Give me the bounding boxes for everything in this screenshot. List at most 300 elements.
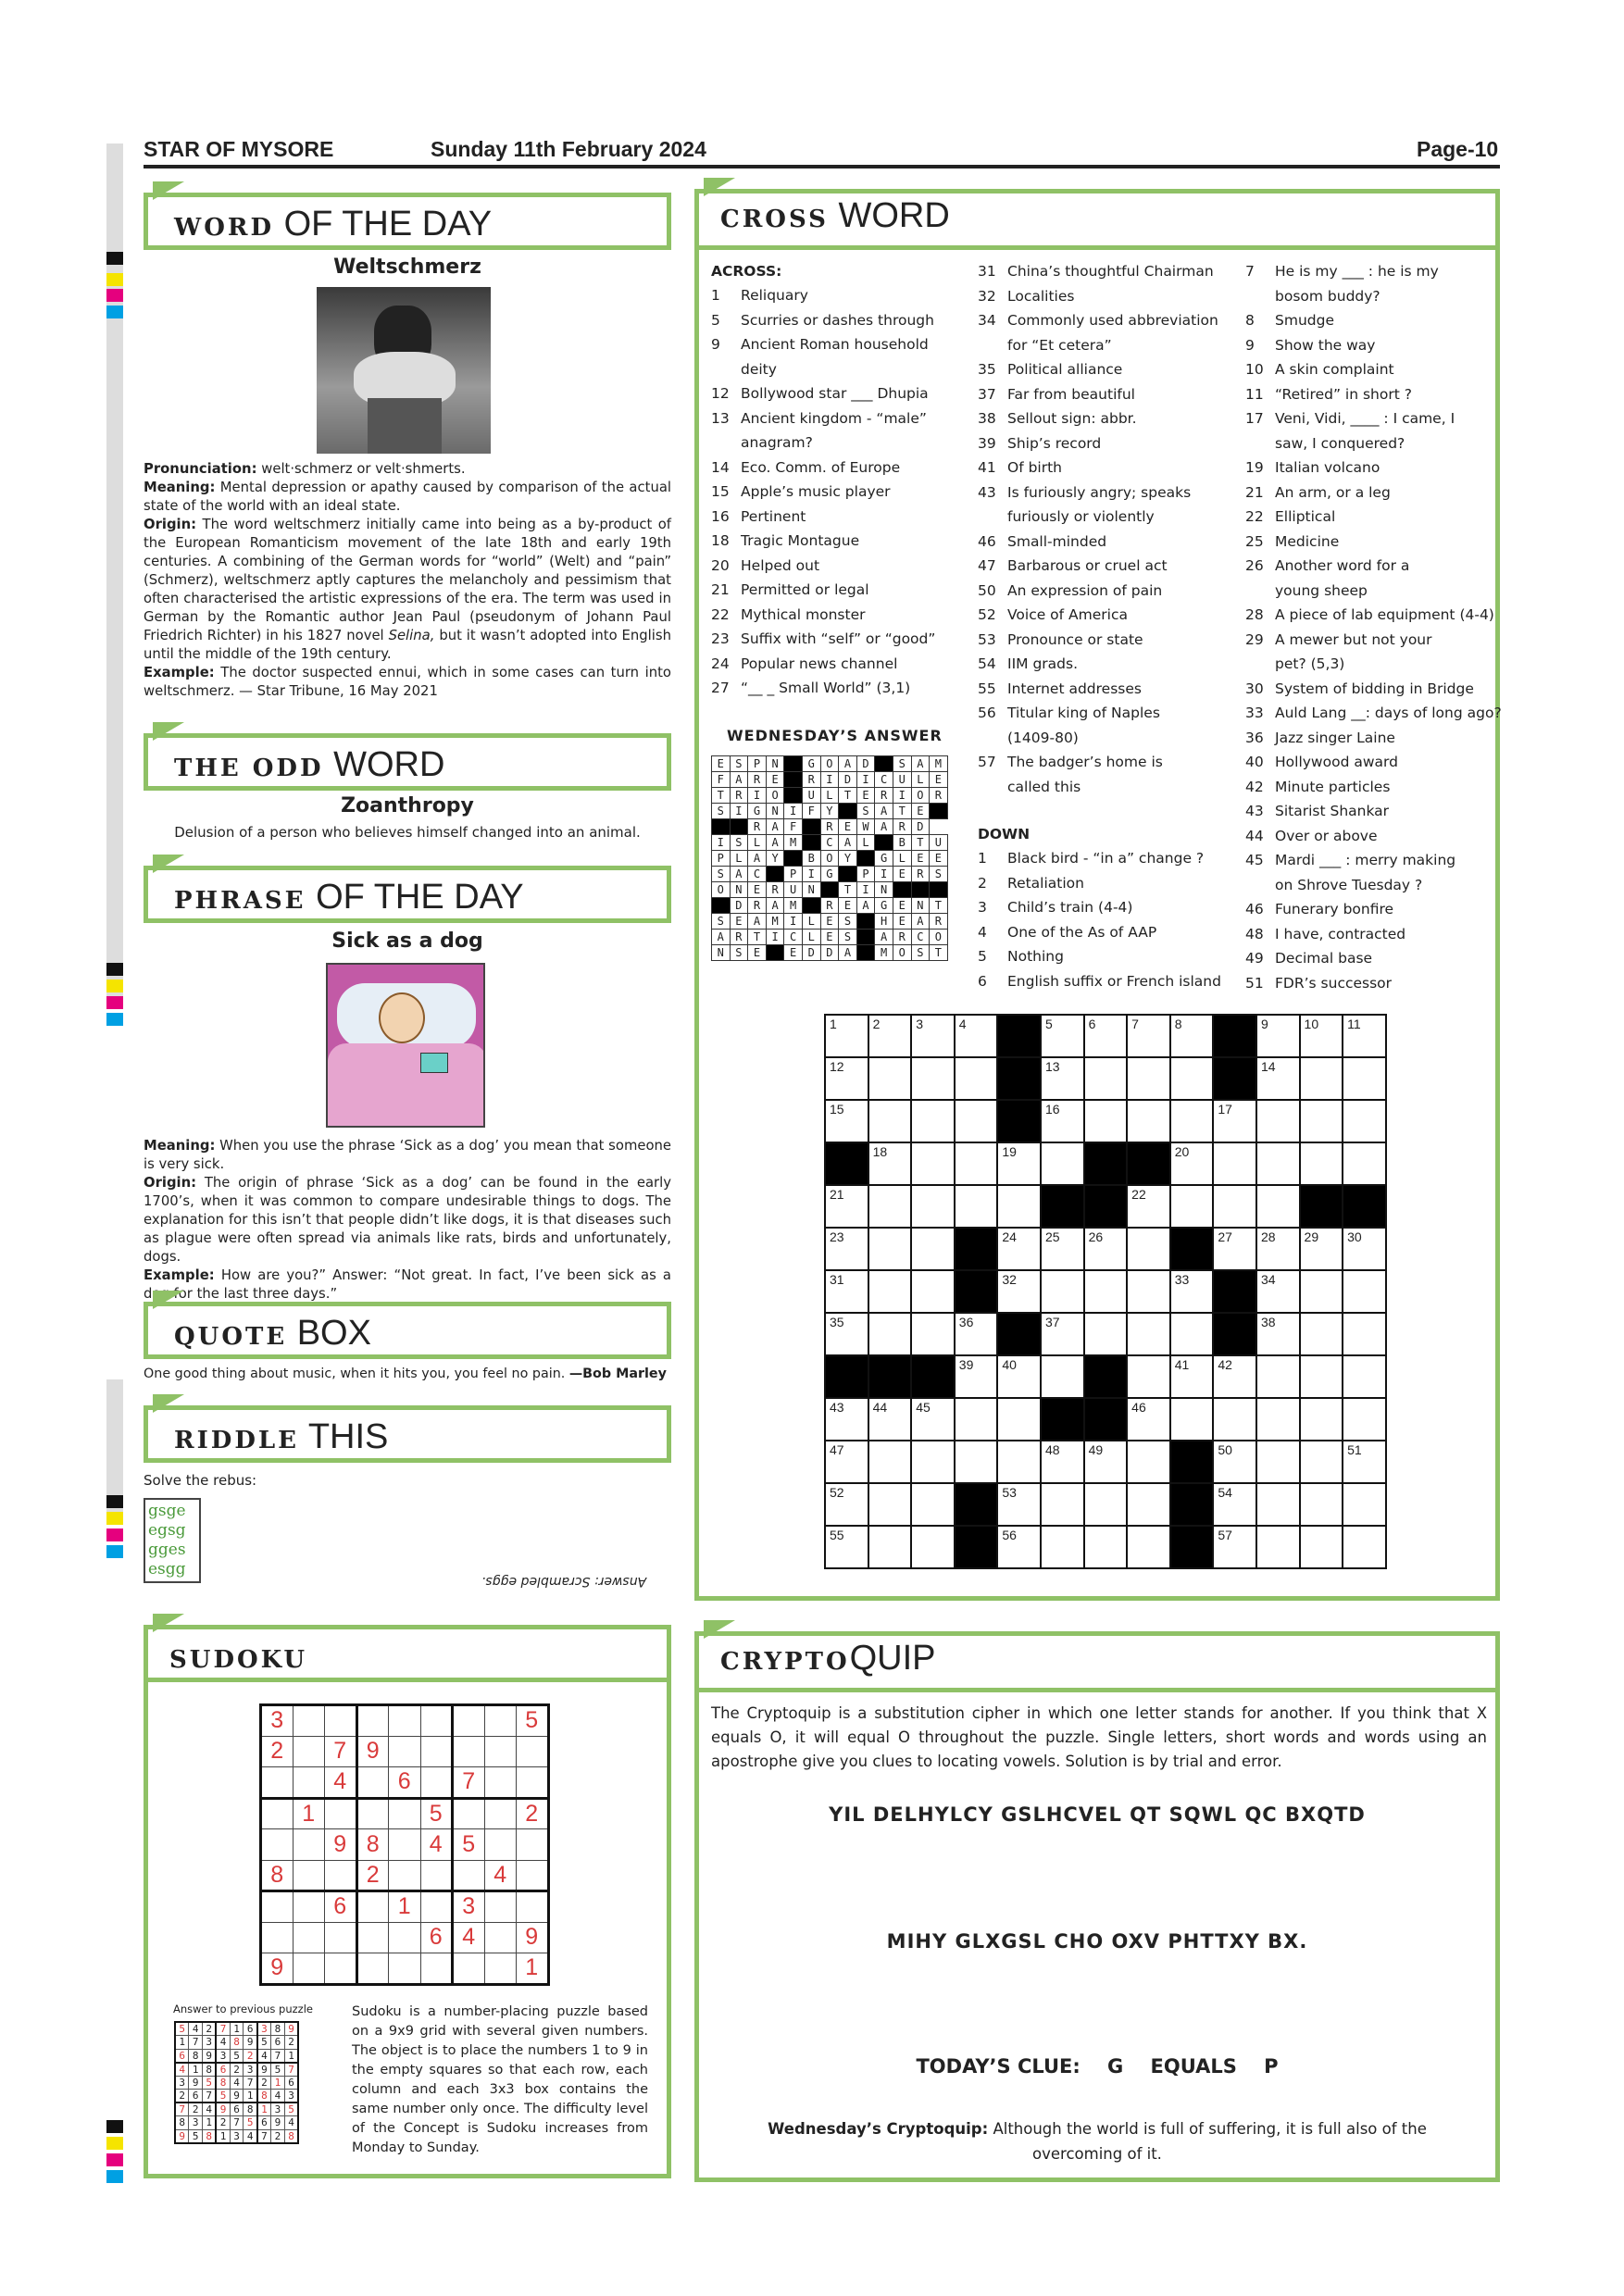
crossword-cell[interactable] [868, 1057, 912, 1100]
sudoku-cell[interactable] [325, 1798, 357, 1829]
sudoku-cell[interactable]: 9 [261, 1953, 294, 1985]
clue-number: 53 [978, 630, 996, 648]
crossword-cell[interactable]: 6 [1084, 1015, 1128, 1057]
crossword-cell[interactable]: 7 [1127, 1015, 1170, 1057]
crossword-cell[interactable]: 32 [997, 1270, 1041, 1313]
clue-text: (1409-80) [1007, 729, 1079, 746]
riddle-title-box [144, 1405, 671, 1463]
sudoku-cell[interactable] [484, 1705, 517, 1737]
crossword-cell[interactable] [1300, 1526, 1343, 1568]
sudoku-cell[interactable]: 2 [261, 1736, 294, 1767]
clue-text: “Retired” in short ? [1275, 385, 1412, 403]
crossword-cell[interactable] [1343, 1270, 1386, 1313]
crossword-cell[interactable] [1041, 1526, 1084, 1568]
answer-cell: E [893, 867, 911, 882]
crossword-cell[interactable] [1127, 1441, 1170, 1483]
crossword-cell[interactable]: 30 [1343, 1228, 1386, 1270]
sudoku-cell[interactable] [325, 1922, 357, 1953]
crossword-cell[interactable] [1343, 1313, 1386, 1355]
crossword-cell[interactable]: 40 [997, 1355, 1041, 1398]
prev-sudoku-cell: 4 [175, 2063, 189, 2077]
sudoku-cell[interactable] [484, 1891, 517, 1923]
answer-cell: N [802, 882, 820, 898]
sudoku-cell[interactable] [484, 1953, 517, 1985]
sudoku-cell[interactable]: 5 [420, 1798, 453, 1829]
clue-number: 9 [711, 336, 720, 353]
crossword-cell[interactable] [1170, 1185, 1214, 1228]
answer-cell: T [930, 945, 948, 961]
prev-sudoku-cell: 1 [257, 2103, 271, 2116]
clue-text: Hollywood award [1275, 754, 1398, 770]
sudoku-cell[interactable]: 8 [356, 1829, 389, 1861]
sudoku-cell[interactable] [293, 1736, 325, 1767]
sudoku-cell[interactable] [453, 1705, 485, 1737]
black-cell [825, 1355, 868, 1398]
clue-text: Child’s train (4-4) [1007, 899, 1133, 916]
crossword-cell[interactable]: 33 [1170, 1270, 1214, 1313]
sudoku-cell[interactable] [293, 1922, 325, 1953]
sudoku-cell[interactable]: 6 [325, 1891, 357, 1923]
sudoku-cell[interactable] [453, 1736, 485, 1767]
crossword-cell[interactable] [911, 1142, 955, 1185]
sudoku-cell[interactable] [356, 1767, 389, 1799]
crossword-cell[interactable] [868, 1483, 912, 1526]
clue-text: Eco. Comm. of Europe [741, 458, 901, 476]
sudoku-cell[interactable] [261, 1829, 294, 1861]
sudoku-cell[interactable] [325, 1953, 357, 1985]
clue-text: Elliptical [1275, 508, 1336, 525]
crossword-cell[interactable] [1300, 1270, 1343, 1313]
crossword-cell[interactable]: 49 [1084, 1441, 1128, 1483]
prev-sudoku-cell: 1 [189, 2063, 203, 2077]
crossword-cell[interactable] [911, 1228, 955, 1270]
crossword-cell[interactable]: 12 [825, 1057, 868, 1100]
crossword-cell[interactable]: 57 [1213, 1526, 1256, 1568]
across-label: ACROSS: [711, 263, 782, 280]
crossword-cell[interactable] [955, 1057, 998, 1100]
cryptoquip-prev: Wednesday’s Cryptoquip: Although the world is full of suffering, it is full also of the overcoming of it. [768, 2120, 1427, 2163]
clue-text: bosom buddy? [1275, 287, 1380, 305]
answer-cell: E [784, 945, 803, 961]
crossword-cell[interactable] [1127, 1355, 1170, 1398]
sudoku-cell[interactable] [293, 1891, 325, 1923]
crossword-cell[interactable]: 23 [825, 1228, 868, 1270]
crossword-cell[interactable] [868, 1270, 912, 1313]
crossword-cell[interactable] [1343, 1057, 1386, 1100]
clue-text: Sellout sign: abbr. [1007, 410, 1137, 427]
sudoku-cell[interactable] [484, 1736, 517, 1767]
crossword-cell[interactable]: 9 [1256, 1015, 1300, 1057]
sudoku-cell[interactable]: 5 [453, 1829, 485, 1861]
sudoku-cell[interactable]: 1 [389, 1891, 421, 1923]
clue-item [711, 357, 961, 382]
crossword-cell[interactable]: 21 [825, 1185, 868, 1228]
sudoku-cell[interactable] [420, 1767, 453, 1799]
crossword-cell[interactable]: 31 [825, 1270, 868, 1313]
crossword-cell[interactable] [1256, 1142, 1300, 1185]
sudoku-cell[interactable] [420, 1736, 453, 1767]
prev-sudoku-cell: 9 [189, 2076, 203, 2090]
crossword-cell[interactable] [1127, 1228, 1170, 1270]
sudoku-cell[interactable] [389, 1736, 421, 1767]
clue-text: Political alliance [1007, 361, 1123, 378]
sudoku-cell[interactable] [293, 1829, 325, 1861]
sudoku-cell[interactable]: 9 [517, 1922, 549, 1953]
answer-cell: A [730, 867, 748, 882]
sudoku-cell[interactable]: 4 [325, 1767, 357, 1799]
reg-yellow [106, 2137, 123, 2150]
crossword-cell[interactable] [1256, 1398, 1300, 1441]
crossword-cell[interactable]: 29 [1300, 1228, 1343, 1270]
cryptoquip-line2: MIHY GLXGSL CHO OXV PHTTXY BX. [886, 1930, 1308, 1953]
crossword-cell[interactable] [1300, 1313, 1343, 1355]
clue-item [978, 775, 1228, 800]
clue-number: 12 [711, 385, 730, 402]
clue-text: Retaliation [1007, 874, 1084, 892]
sudoku-cell[interactable]: 7 [453, 1767, 485, 1799]
sudoku-cell[interactable]: 3 [261, 1705, 294, 1737]
clue-text: Pertinent [741, 507, 806, 525]
phrase-title: PHRASE OF THE DAY [174, 878, 524, 917]
crossword-cell[interactable] [1127, 1526, 1170, 1568]
clue-text: Of birth [1007, 459, 1063, 476]
black-cell [997, 1015, 1041, 1057]
crossword-cell[interactable] [911, 1313, 955, 1355]
sudoku-cell[interactable] [420, 1705, 453, 1737]
clue-number: 26 [1245, 557, 1264, 574]
crossword-cell[interactable] [868, 1313, 912, 1355]
crossword-cell[interactable] [1084, 1270, 1128, 1313]
sudoku-cell[interactable] [517, 1891, 549, 1923]
crossword-cell[interactable]: 47 [825, 1441, 868, 1483]
crossword-cell[interactable] [1256, 1100, 1300, 1142]
crossword-cell[interactable] [1300, 1355, 1343, 1398]
cryptoquip-title-bar [694, 1631, 1500, 1692]
sudoku-cell[interactable] [389, 1953, 421, 1985]
crossword-cell[interactable] [868, 1228, 912, 1270]
crossword-cell[interactable] [955, 1142, 998, 1185]
crossword-cell[interactable] [955, 1441, 998, 1483]
answer-cell: M [875, 945, 893, 961]
sudoku-cell[interactable] [389, 1705, 421, 1737]
crossword-cell[interactable]: 13 [1041, 1057, 1084, 1100]
crossword-cell[interactable] [911, 1441, 955, 1483]
sudoku-cell[interactable] [261, 1798, 294, 1829]
clue-item [1245, 480, 1495, 505]
crossword-cell[interactable] [1256, 1483, 1300, 1526]
crossword-cell[interactable] [1170, 1313, 1214, 1355]
clue-text: IIM grads. [1007, 655, 1078, 672]
crossword-cell[interactable]: 38 [1256, 1313, 1300, 1355]
crossword-cell[interactable] [1084, 1057, 1128, 1100]
crossword-cell[interactable]: 26 [1084, 1228, 1128, 1270]
clue-text: Permitted or legal [741, 581, 869, 598]
crossword-cell[interactable] [1127, 1313, 1170, 1355]
crossword-cell[interactable]: 53 [997, 1483, 1041, 1526]
clue-item [1245, 701, 1502, 726]
answer-cell: I [820, 772, 839, 788]
crossword-cell[interactable] [1343, 1526, 1386, 1568]
sudoku-cell[interactable]: 1 [293, 1798, 325, 1829]
black-cell [1127, 1142, 1170, 1185]
crossword-cell[interactable]: 25 [1041, 1228, 1084, 1270]
crossword-cell[interactable]: 2 [868, 1015, 912, 1057]
sudoku-cell[interactable]: 8 [261, 1860, 294, 1891]
sudoku-cell[interactable] [389, 1922, 421, 1953]
clue-text: A piece of lab equipment (4-4) [1275, 606, 1494, 623]
sudoku-cell[interactable]: 1 [517, 1953, 549, 1985]
crossword-cell[interactable] [1300, 1398, 1343, 1441]
sudoku-cell[interactable] [453, 1798, 485, 1829]
crossword-cell[interactable]: 24 [997, 1228, 1041, 1270]
crossword-cell[interactable]: 34 [1256, 1270, 1300, 1313]
clue-item [978, 579, 1228, 604]
crossword-grid[interactable] [824, 1014, 1387, 1569]
clue-item [711, 283, 961, 308]
sudoku-cell[interactable] [517, 1736, 549, 1767]
prev-sudoku-cell: 9 [203, 2049, 217, 2063]
crossword-cell[interactable] [1084, 1483, 1128, 1526]
sudoku-cell[interactable] [420, 1860, 453, 1891]
answer-cell: E [748, 882, 767, 898]
sudoku-cell[interactable] [293, 1953, 325, 1985]
crossword-cell[interactable] [1170, 1057, 1214, 1100]
crossword-cell[interactable] [1041, 1355, 1084, 1398]
black-cell [868, 1355, 912, 1398]
crossword-cell[interactable] [1343, 1100, 1386, 1142]
crossword-cell[interactable]: 19 [997, 1142, 1041, 1185]
sudoku-cell[interactable] [484, 1767, 517, 1799]
sudoku-cell[interactable] [517, 1860, 549, 1891]
sudoku-cell[interactable] [389, 1860, 421, 1891]
crossword-cell[interactable] [1300, 1483, 1343, 1526]
black-cell [825, 1142, 868, 1185]
crossword-cell[interactable] [911, 1057, 955, 1100]
sudoku-cell[interactable]: 6 [420, 1922, 453, 1953]
sudoku-cell[interactable]: 5 [517, 1705, 549, 1737]
crossword-cell[interactable]: 56 [997, 1526, 1041, 1568]
prev-sudoku-cell: 5 [189, 2129, 203, 2143]
sudoku-cell[interactable]: 7 [325, 1736, 357, 1767]
sudoku-cell[interactable] [261, 1891, 294, 1923]
crossword-cell[interactable] [1213, 1142, 1256, 1185]
black-cell [997, 1313, 1041, 1355]
crossword-cell[interactable] [911, 1100, 955, 1142]
crossword-cell[interactable] [868, 1526, 912, 1568]
crossword-cell[interactable]: 4 [955, 1015, 998, 1057]
sudoku-cell[interactable] [293, 1705, 325, 1737]
crossword-cell[interactable] [1127, 1270, 1170, 1313]
clue-item [711, 430, 961, 455]
answer-cell: N [875, 882, 893, 898]
crossword-cell[interactable] [997, 1185, 1041, 1228]
crossword-cell[interactable]: 22 [1127, 1185, 1170, 1228]
clue-item [711, 529, 961, 554]
sudoku-cell[interactable] [484, 1798, 517, 1829]
prev-sudoku-cell: 3 [244, 2063, 257, 2077]
crossword-cell[interactable]: 16 [1041, 1100, 1084, 1142]
crossword-cell[interactable] [911, 1483, 955, 1526]
crossword-cell[interactable] [911, 1185, 955, 1228]
sudoku-cell[interactable] [325, 1705, 357, 1737]
reg-cyan [106, 1545, 123, 1558]
sudoku-cell[interactable] [389, 1798, 421, 1829]
crossword-cell[interactable] [868, 1185, 912, 1228]
reg-yellow [106, 980, 123, 992]
crossword-cell[interactable] [1300, 1057, 1343, 1100]
crossword-cell[interactable] [1343, 1355, 1386, 1398]
crossword-cell[interactable] [1084, 1100, 1128, 1142]
crossword-cell[interactable] [1300, 1100, 1343, 1142]
crossword-cell[interactable]: 46 [1127, 1398, 1170, 1441]
crossword-cell[interactable] [911, 1270, 955, 1313]
crossword-cell[interactable]: 35 [825, 1313, 868, 1355]
clue-number: 30 [1245, 680, 1264, 697]
prev-sudoku-cell: 1 [244, 2090, 257, 2103]
clue-number: 11 [1245, 385, 1264, 403]
sudoku-cell[interactable]: 2 [356, 1860, 389, 1891]
sudoku-cell[interactable] [261, 1922, 294, 1953]
sudoku-cell[interactable] [325, 1860, 357, 1891]
sudoku-cell[interactable] [356, 1705, 389, 1737]
sudoku-cell[interactable]: 4 [453, 1922, 485, 1953]
crossword-cell[interactable] [1041, 1270, 1084, 1313]
clue-item [978, 846, 1228, 871]
crossword-cell[interactable]: 10 [1300, 1015, 1343, 1057]
sudoku-cell[interactable] [261, 1767, 294, 1799]
crossword-cell[interactable] [1041, 1142, 1084, 1185]
crossword-cell[interactable]: 54 [1213, 1483, 1256, 1526]
crossword-cell[interactable] [1170, 1100, 1214, 1142]
clue-number: 40 [1245, 754, 1264, 770]
prev-sudoku-cell: 5 [244, 2116, 257, 2130]
crossword-cell[interactable] [1256, 1185, 1300, 1228]
sudoku-cell[interactable] [356, 1798, 389, 1829]
across-clues-1 [711, 283, 961, 701]
clue-number: 22 [1245, 508, 1264, 525]
crossword-cell[interactable] [1084, 1526, 1128, 1568]
sudoku-cell[interactable]: 9 [325, 1829, 357, 1861]
crossword-cell[interactable] [1343, 1142, 1386, 1185]
crossword-cell[interactable] [1213, 1398, 1256, 1441]
sudoku-cell[interactable]: 4 [484, 1860, 517, 1891]
sudoku-cell[interactable] [389, 1829, 421, 1861]
crossword-cell[interactable]: 14 [1256, 1057, 1300, 1100]
answer-black-cell [784, 788, 803, 804]
crossword-cell[interactable] [955, 1100, 998, 1142]
crossword-cell[interactable]: 1 [825, 1015, 868, 1057]
sudoku-cell[interactable]: 3 [453, 1891, 485, 1923]
sudoku-cell[interactable] [293, 1767, 325, 1799]
sudoku-cell[interactable] [356, 1953, 389, 1985]
crossword-cell[interactable] [1213, 1185, 1256, 1228]
reg-magenta [106, 996, 123, 1009]
crossword-cell[interactable] [1343, 1483, 1386, 1526]
sudoku-cell[interactable] [293, 1860, 325, 1891]
sudoku-cell[interactable] [484, 1829, 517, 1861]
crossword-cell[interactable]: 36 [955, 1313, 998, 1355]
clue-text: Titular king of Naples [1007, 705, 1160, 721]
sudoku-grid[interactable] [259, 1703, 550, 1986]
crossword-cell[interactable]: 43 [825, 1398, 868, 1441]
sudoku-cell[interactable] [356, 1922, 389, 1953]
crossword-cell[interactable]: 55 [825, 1526, 868, 1568]
crossword-cell[interactable]: 45 [911, 1398, 955, 1441]
sudoku-cell[interactable]: 6 [389, 1767, 421, 1799]
reg-black [106, 2120, 123, 2133]
prev-sudoku-cell: 7 [257, 2129, 271, 2143]
crossword-cell[interactable] [1256, 1441, 1300, 1483]
crossword-cell[interactable] [997, 1398, 1041, 1441]
answer-black-cell [856, 930, 875, 945]
crossword-cell[interactable] [1041, 1483, 1084, 1526]
sudoku-cell[interactable]: 9 [356, 1736, 389, 1767]
crossword-cell[interactable] [868, 1441, 912, 1483]
crossword-cell[interactable]: 39 [955, 1355, 998, 1398]
sudoku-cell[interactable] [420, 1891, 453, 1923]
crossword-cell[interactable] [1170, 1398, 1214, 1441]
crossword-cell[interactable] [1127, 1100, 1170, 1142]
sudoku-cell[interactable] [517, 1767, 549, 1799]
crossword-cell[interactable]: 11 [1343, 1015, 1386, 1057]
crossword-cell[interactable]: 3 [911, 1015, 955, 1057]
crossword-cell[interactable] [997, 1441, 1041, 1483]
crossword-cell[interactable]: 17 [1213, 1100, 1256, 1142]
crossword-cell[interactable]: 42 [1213, 1355, 1256, 1398]
crossword-cell[interactable]: 20 [1170, 1142, 1214, 1185]
crossword-cell[interactable] [1300, 1142, 1343, 1185]
sudoku-cell[interactable] [484, 1922, 517, 1953]
crossword-cell[interactable] [868, 1100, 912, 1142]
sudoku-cell[interactable] [453, 1860, 485, 1891]
crossword-cell[interactable] [955, 1185, 998, 1228]
crossword-cell[interactable] [955, 1398, 998, 1441]
crossword-cell[interactable] [911, 1526, 955, 1568]
sudoku-cell[interactable] [517, 1829, 549, 1861]
sudoku-cell[interactable] [420, 1953, 453, 1985]
crossword-cell[interactable] [1300, 1441, 1343, 1483]
crossword-cell[interactable]: 15 [825, 1100, 868, 1142]
crossword-cell[interactable] [1084, 1313, 1128, 1355]
crossword-cell[interactable]: 8 [1170, 1015, 1214, 1057]
answer-cell: M [930, 756, 948, 772]
answer-cell: G [875, 898, 893, 914]
crossword-cell[interactable]: 48 [1041, 1441, 1084, 1483]
crossword-cell[interactable] [1343, 1398, 1386, 1441]
sudoku-cell[interactable]: 2 [517, 1798, 549, 1829]
crossword-cell[interactable]: 28 [1256, 1228, 1300, 1270]
crossword-cell[interactable] [1127, 1483, 1170, 1526]
crossword-cell[interactable] [1127, 1057, 1170, 1100]
crossword-cell[interactable]: 52 [825, 1483, 868, 1526]
sudoku-cell[interactable] [356, 1891, 389, 1923]
crossword-cell[interactable]: 51 [1343, 1441, 1386, 1483]
sudoku-cell[interactable]: 4 [420, 1829, 453, 1861]
crossword-cell[interactable]: 41 [1170, 1355, 1214, 1398]
crossword-cell[interactable]: 37 [1041, 1313, 1084, 1355]
sudoku-cell[interactable] [453, 1953, 485, 1985]
black-cell [955, 1228, 998, 1270]
crossword-cell[interactable]: 5 [1041, 1015, 1084, 1057]
crossword-cell[interactable] [1256, 1355, 1300, 1398]
clue-text: saw, I conquered? [1275, 434, 1405, 452]
crossword-cell[interactable]: 50 [1213, 1441, 1256, 1483]
crossword-cell[interactable]: 44 [868, 1398, 912, 1441]
clue-item [1245, 455, 1495, 480]
crossword-cell[interactable] [1256, 1526, 1300, 1568]
crossword-cell[interactable]: 18 [868, 1142, 912, 1185]
crossword-cell[interactable]: 27 [1213, 1228, 1256, 1270]
